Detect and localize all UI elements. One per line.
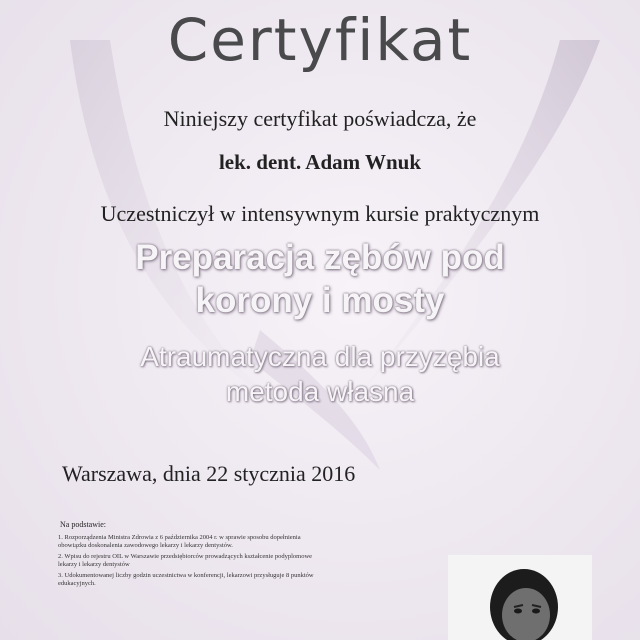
- portrait-photo: [448, 555, 592, 640]
- basis-item: 1. Rozporządzenia Ministra Zdrowia z 6 października 2004 r. w sprawie sposobu dopełnienia obowiązku doskonalenia zawodowego lekarzy i lekarzy dentystów.: [58, 534, 301, 549]
- certificate-intro: Niniejszy certyfikat poświadcza, że: [163, 106, 477, 131]
- course-title: [0, 236, 640, 322]
- basis-heading: Na podstawie:: [60, 520, 106, 529]
- basis-item: 2. Wpisu do rejestru OIL w Warszawie przedsiębiorców prowadzących kształcenie podyplomowe lekarzy i lekarzy dentystów: [58, 553, 313, 568]
- participation-statement: Uczestniczył w intensywnym kursie praktycznym: [100, 201, 540, 226]
- date-place: Warszawa, dnia 22 stycznia 2016: [62, 461, 356, 486]
- basis-item: 3. Udokumentowanej liczby godzin uczestnictwa w konferencji, lekarzowi przysługuje 8 punktów edukacyjnych.: [58, 572, 314, 587]
- course-method: [0, 339, 640, 409]
- course-title-line-1: Preparacja zębów pod: [135, 238, 505, 277]
- portrait-silhouette: [448, 555, 592, 640]
- certificate-title: Certyfikat: [167, 6, 473, 74]
- course-method-line-1: Atraumatyczna dla przyzębia: [140, 341, 500, 372]
- basis-list: [58, 534, 328, 591]
- course-title-line-2: korony i mosty: [195, 281, 445, 320]
- recipient-name: lek. dent. Adam Wnuk: [218, 150, 422, 174]
- course-method-line-2: metoda własna: [225, 376, 415, 407]
